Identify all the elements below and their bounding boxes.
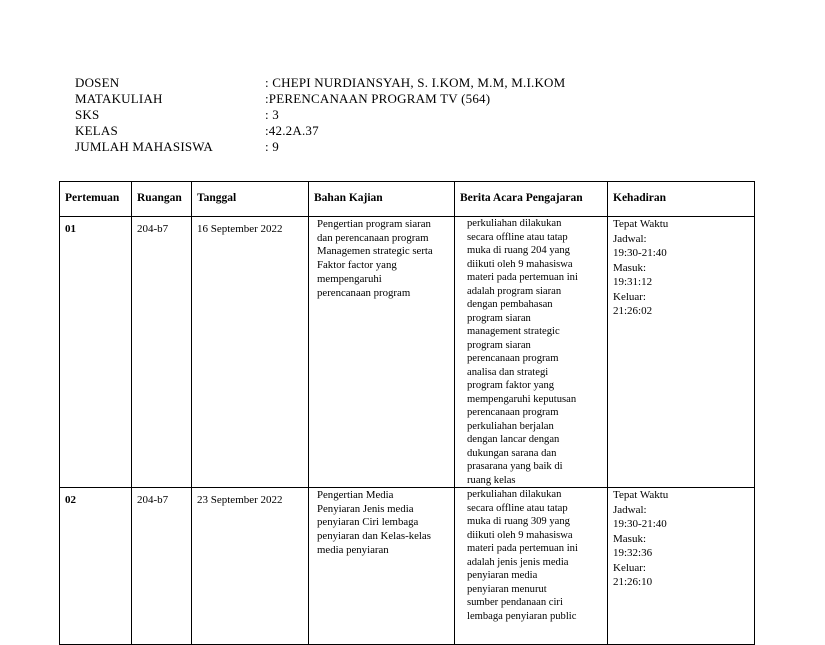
column-header-kehadiran: Kehadiran (608, 182, 755, 217)
cell-text-line: secara offline atau tatap (467, 502, 568, 514)
info-row-dosen (75, 75, 565, 91)
cell-text-line: program faktor yang (467, 380, 555, 391)
cell-text-line: analisa dan strategi (467, 366, 549, 378)
cell-pertemuan: 01 (60, 217, 132, 488)
cell-text-line: secara offline atau tatap (467, 231, 568, 243)
cell-text-line: Jadwal: (613, 503, 647, 516)
cell-text-line: perencanaan program (467, 353, 559, 364)
info-value: :42.2A.37 (265, 123, 319, 138)
cell-text-line: 21:26:02 (613, 305, 653, 317)
cell-text-line: 19:32:36 (613, 547, 653, 559)
column-header-berita-acara: Berita Acara Pengajaran (455, 182, 608, 217)
cell-text-line: management strategic (467, 326, 560, 337)
cell-text-line: mempengaruhi (317, 272, 382, 285)
cell-text-line: dan perencanaan program (317, 231, 429, 244)
cell-text-line: Keluar: (613, 561, 646, 574)
cell-text-line: adalah program siaran (467, 285, 562, 297)
cell-berita-acara (455, 488, 608, 645)
cell-kehadiran (608, 217, 755, 488)
info-label: MATAKULIAH (75, 91, 163, 106)
cell-text-line: Tepat Waktu (613, 489, 669, 501)
cell-bahan-kajian (309, 488, 455, 645)
info-label: JUMLAH MAHASISWA (75, 139, 213, 154)
cell-text-line: perencanaan program (467, 407, 559, 418)
cell-text-line: penyiaran Ciri lembaga (317, 516, 419, 529)
info-label: KELAS (75, 123, 118, 138)
cell-text-line: Pengertian Media (317, 489, 394, 501)
cell-text-line: Faktor factor yang (317, 259, 397, 272)
info-row-jumlah-mahasiswa (75, 139, 565, 155)
cell-text-line: diikuti oleh 9 mahasiswa (467, 258, 573, 270)
cell-text-line: program siaran (467, 312, 531, 324)
cell-text-line: mempengaruhi keputusan (467, 393, 577, 405)
info-row-sks (75, 107, 565, 123)
cell-tanggal: 23 September 2022 (192, 488, 309, 645)
cell-text-line: lembaga penyiaran public (467, 610, 577, 622)
cell-text-line: dengan pembahasan (467, 299, 553, 310)
info-value: :PERENCANAAN PROGRAM TV (564) (265, 91, 491, 106)
table-row (60, 217, 755, 488)
info-value: : 3 (265, 107, 279, 122)
cell-text-line: ruang kelas (467, 474, 516, 486)
cell-text-line: 21:26:10 (613, 576, 653, 588)
cell-text-line: muka di ruang 204 yang (467, 245, 570, 256)
cell-text-line: materi pada pertemuan ini (467, 543, 578, 554)
cell-ruangan: 204-b7 (132, 488, 192, 645)
cell-text-line: perkuliahan dilakukan (467, 218, 562, 229)
cell-text-line: adalah jenis jenis media (467, 556, 569, 568)
cell-text-line: media penyiaran (317, 543, 389, 556)
cell-text-line: sumber pendanaan ciri (467, 597, 563, 608)
cell-text-line: Masuk: (613, 532, 646, 545)
cell-berita-acara (455, 217, 608, 488)
cell-kehadiran (608, 488, 755, 645)
info-row-matakuliah (75, 91, 565, 107)
info-value: : 9 (265, 139, 279, 154)
cell-text-line: Masuk: (613, 261, 646, 274)
info-row-kelas (75, 123, 565, 139)
cell-text-line: Tepat Waktu (613, 218, 669, 230)
course-info-block (75, 75, 565, 155)
column-header-pertemuan: Pertemuan (60, 182, 132, 217)
cell-text-line: perencanaan program (317, 286, 411, 299)
cell-text-line: penyiaran media (467, 570, 538, 581)
cell-text-line: muka di ruang 309 yang (467, 516, 570, 527)
cell-pertemuan: 02 (60, 488, 132, 645)
cell-text-line: dengan lancar dengan (467, 434, 560, 445)
cell-text-line: program siaran (467, 339, 531, 351)
cell-text-line: penyiaran dan Kelas-kelas (317, 530, 431, 543)
column-header-tanggal: Tanggal (192, 182, 309, 217)
lecture-report-table (59, 181, 755, 645)
info-label: DOSEN (75, 75, 120, 90)
table-row (60, 488, 755, 645)
cell-text-line: perkuliahan berjalan (467, 420, 554, 432)
cell-text-line: penyiaran menurut (467, 583, 547, 595)
info-value: : CHEPI NURDIANSYAH, S. I.KOM, M.M, M.I.KOM (265, 75, 566, 90)
cell-text-line: prasarana yang baik di (467, 461, 563, 472)
cell-text-line: Penyiaran Jenis media (317, 502, 414, 515)
cell-text-line: Jadwal: (613, 232, 647, 245)
cell-text-line: 19:31:12 (613, 276, 653, 288)
cell-text-line: Pengertian program siaran (317, 218, 431, 230)
info-label: SKS (75, 107, 100, 122)
cell-bahan-kajian (309, 217, 455, 488)
table-header-row (60, 182, 755, 217)
cell-text-line: perkuliahan dilakukan (467, 489, 562, 500)
cell-text-line: 19:30-21:40 (613, 247, 667, 259)
column-header-bahan-kajian: Bahan Kajian (309, 182, 455, 217)
cell-text-line: diikuti oleh 9 mahasiswa (467, 529, 573, 541)
cell-text-line: Keluar: (613, 290, 646, 303)
cell-text-line: 19:30-21:40 (613, 518, 667, 530)
cell-ruangan: 204-b7 (132, 217, 192, 488)
cell-text-line: dukungan sarana dan (467, 447, 557, 459)
cell-text-line: materi pada pertemuan ini (467, 272, 578, 283)
cell-text-line: Managemen strategic serta (317, 245, 433, 258)
column-header-ruangan: Ruangan (132, 182, 192, 217)
cell-tanggal: 16 September 2022 (192, 217, 309, 488)
